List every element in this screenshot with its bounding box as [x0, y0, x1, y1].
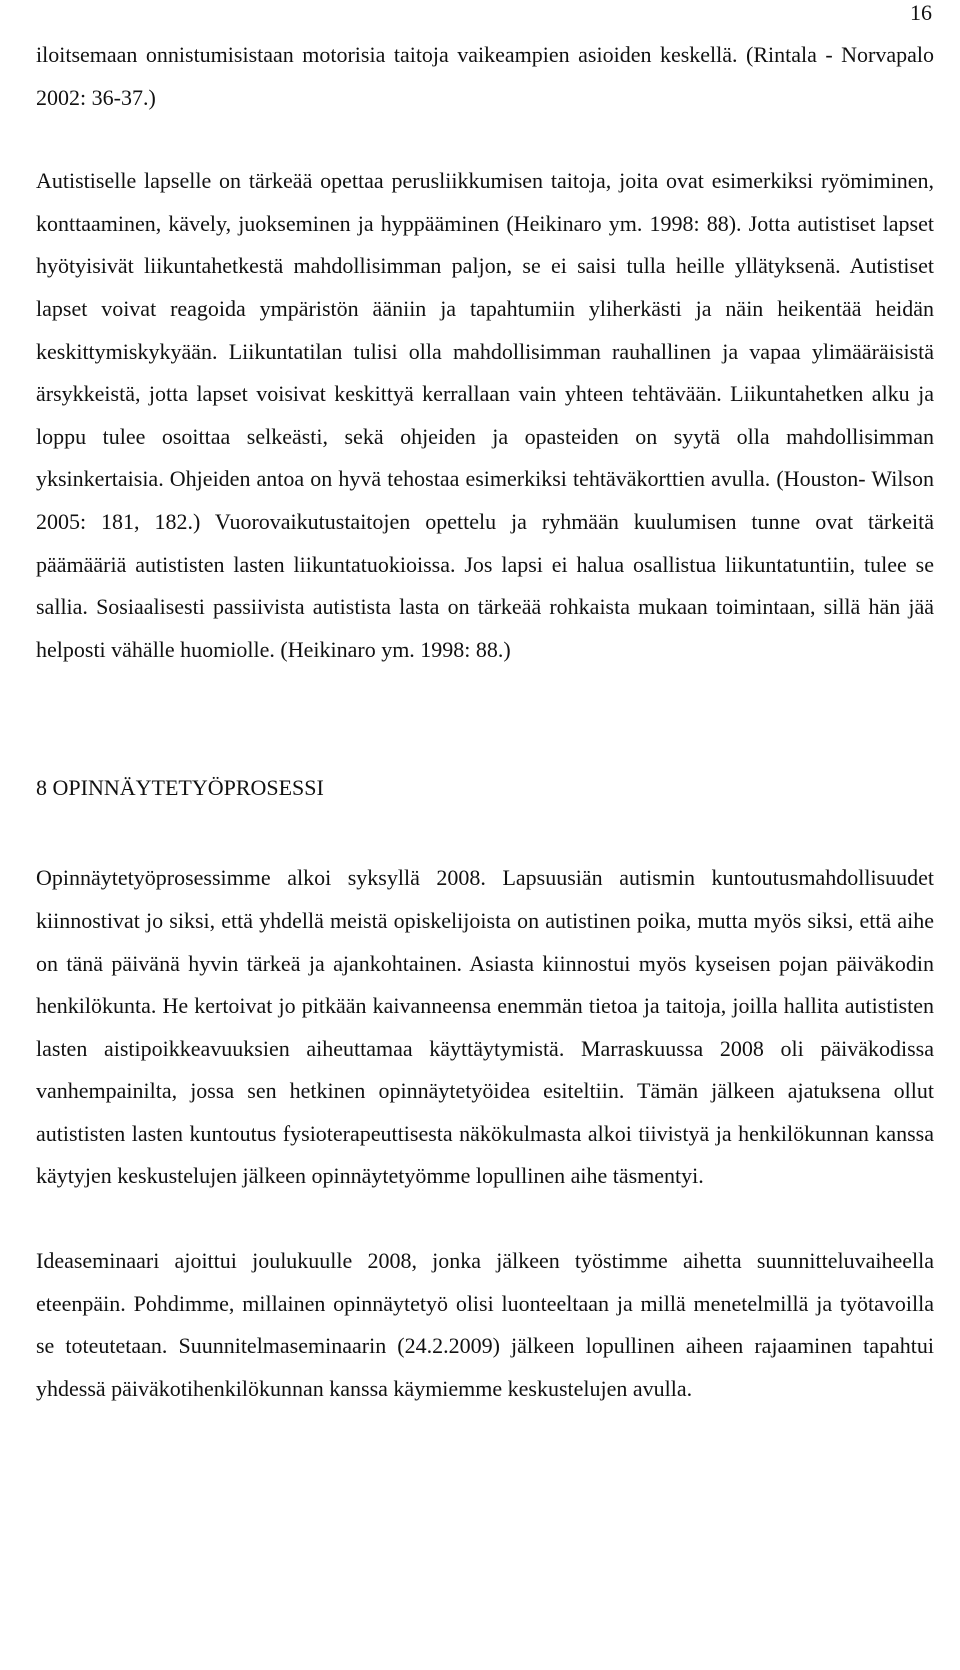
paragraph-4: Ideaseminaari ajoittui joulukuulle 2008, jonka jälkeen työstimme aihetta suunnitteluvaiheella eteenpäin. Pohdimme, millainen opinnäytetyö olisi luonteeltaan ja millä menetelmillä ja työtavoilla se toteutetaan. Suunnitelmaseminaarin (24.2.2009) jälkeen lopullinen aiheen rajaaminen tapahtui yhdessä päiväkotihenkilökunnan kanssa käymiemme keskustelujen avulla. [36, 1248, 934, 1401]
paragraph-1: iloitsemaan onnistumisistaan motorisia taitoja vaikeampien asioiden keskellä. (Rintala - Norvapalo 2002: 36-37.) [36, 42, 934, 110]
section-heading: 8 OPINNÄYTETYÖPROSESSI [36, 775, 324, 801]
heading-spacer [36, 809, 934, 857]
section-spacer [36, 671, 934, 767]
paragraph-2: Autistiselle lapselle on tärkeää opettaa perusliikkumisen taitoja, joita ovat esimerkiksi ryömiminen, konttaaminen, kävely, juokseminen ja hyppääminen (Heikinaro ym. 1998: 88). Jotta autistiset lapset hyötyisivät liikuntahetkestä mahdollisimman paljon, se ei saisi tulla heille yllätyksenä. Autistiset lapset voivat reagoida ympäristön ääniin ja tapahtumiin yliherkästi ja näin heikentää heidän keskittymiskykyään. Liikuntatilan tulisi olla mahdollisimman rauhallinen ja vapaa ylimääräisistä ärsykkeistä, jotta lapset voisivat keskittyä kerrallaan vain yhteen tehtävään. Liikuntahetken alku ja loppu tulee osoittaa selkeästi, sekä ohjeiden ja opasteiden on syytä olla mahdollisimman yksinkertaisia. Ohjeiden antoa on hyvä tehostaa esimerkiksi tehtäväkorttien avulla. (Houston- Wilson 2005: 181, 182.) Vuorovaikutustaitojen opettelu ja ryhmään kuulumisen tunne ovat tärkeitä päämääriä autististen lasten liikuntatuokioissa. Jos lapsi ei halua osallistua liikuntatuntiin, tulee se sallia. Sosiaalisesti passiivista autistista lasta on tärkeää rohkaista mukaan toimintaan, sillä hän jää helposti vähälle huomiolle. (Heikinaro ym. 1998: 88.) [36, 168, 934, 662]
paragraph-spacer [36, 1198, 934, 1240]
paragraph-3: Opinnäytetyöprosessimme alkoi syksyllä 2008. Lapsuusiän autismin kuntoutusmahdollisuudet kiinnostivat jo siksi, että yhdellä meistä opiskelijoista on autistinen poika, mutta myös siksi, että aihe on tänä päivänä hyvin tärkeä ja ajankohtainen. Asiasta kiinnostui myös kyseisen pojan päiväkodin henkilökunta. He kertoivat jo pitkään kaivanneensa enemmän tietoa ja taitoja, joilla hallita autististen lasten aistipoikkeavuuksien aiheuttamaa käyttäytymistä. Marraskuussa 2008 oli päiväkodissa vanhempainilta, jossa sen hetkinen opinnäytetyöidea esiteltiin. Tämän jälkeen ajatuksena ollut autististen lasten kuntoutus fysioterapeuttisesta näkökulmasta alkoi tiivistyä ja henkilökunnan kanssa käytyjen keskustelujen jälkeen opinnäytetyömme lopullinen aihe täsmentyi. [36, 865, 934, 1189]
paragraph-spacer [36, 119, 934, 160]
document-body [36, 34, 934, 1410]
page-number: 16 [910, 0, 932, 25]
